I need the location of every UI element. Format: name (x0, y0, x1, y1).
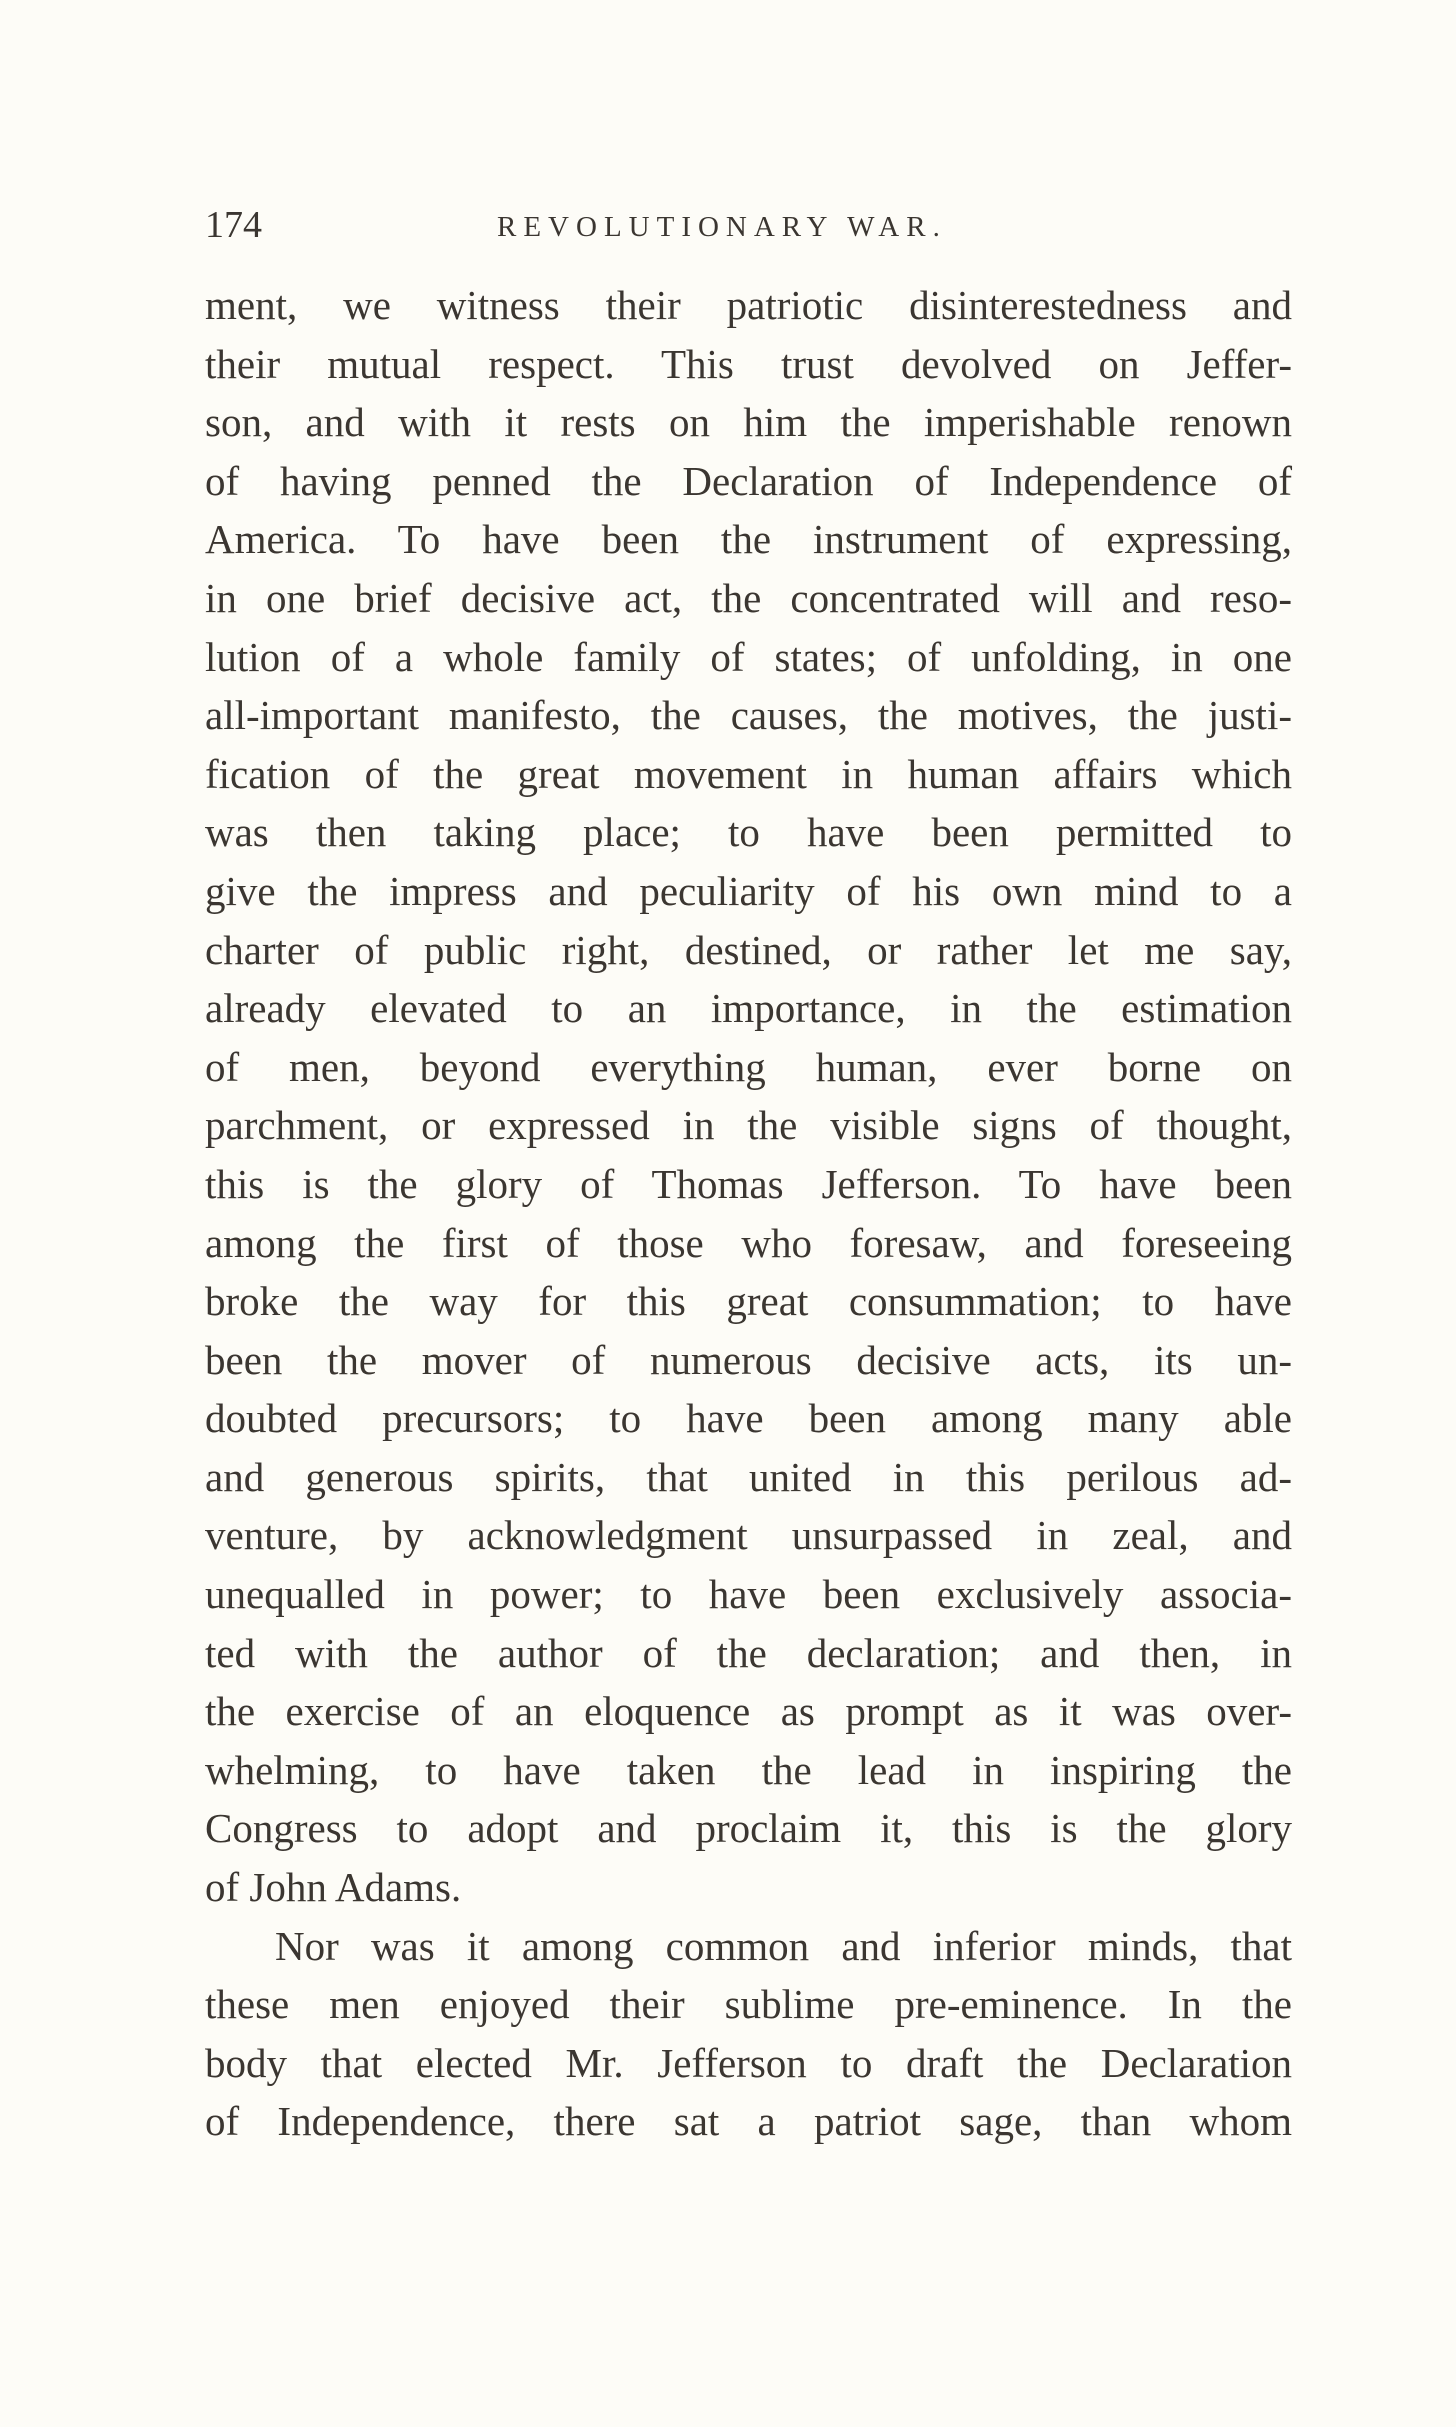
text-line: fication of the great movement in human affairs which (205, 750, 1292, 797)
running-title: REVOLUTIONARY WAR. (497, 211, 947, 243)
text-line: doubted precursors; to have been among many able (205, 1395, 1292, 1442)
text-line: unequalled in power; to have been exclusively associa- (205, 1571, 1292, 1618)
text-line: among the first of those who foresaw, and foreseeing (205, 1219, 1292, 1266)
text-line: of men, beyond everything human, ever borne on (205, 1043, 1292, 1090)
text-line: of Independence, there sat a patriot sage, than whom (205, 2098, 1292, 2145)
text-line: broke the way for this great consummation; to have (205, 1278, 1292, 1325)
paragraph (205, 1917, 1292, 2151)
text-line: lution of a whole family of states; of unfolding, in one (205, 633, 1292, 680)
text-line: whelming, to have taken the lead in inspiring the (205, 1746, 1292, 1793)
text-line: all-important manifesto, the causes, the motives, the justi- (205, 692, 1292, 739)
text-line: ment, we witness their patriotic disinterestedness and (205, 282, 1292, 328)
text-line: already elevated to an importance, in the estimation (205, 985, 1292, 1032)
text-line: of John Adams. (205, 1864, 462, 1911)
page-header (205, 200, 1292, 250)
text-line: the exercise of an eloquence as prompt as it was over- (205, 1688, 1292, 1735)
text-line: America. To have been the instrument of expressing, (205, 516, 1292, 563)
page-number: 174 (205, 204, 262, 246)
text-line: and generous spirits, that united in this perilous ad- (205, 1453, 1292, 1500)
text-line: Congress to adopt and proclaim it, this is the glory (205, 1805, 1292, 1852)
text-line: their mutual respect. This trust devolved on Jeffer- (205, 340, 1292, 387)
text-line: parchment, or expressed in the visible signs of thought, (205, 1102, 1292, 1149)
page-body (205, 276, 1292, 2151)
text-line: Nor was it among common and inferior minds, that (275, 1922, 1292, 1969)
text-line: been the mover of numerous decisive acts, its un- (205, 1336, 1292, 1383)
text-line: give the impress and peculiarity of his own mind to a (205, 867, 1292, 914)
text-line: of having penned the Declaration of Independence of (205, 457, 1292, 504)
paragraph (205, 276, 1292, 1917)
text-line: this is the glory of Thomas Jefferson. To have been (205, 1160, 1292, 1207)
text-line: charter of public right, destined, or rather let me say, (205, 926, 1292, 973)
text-line: venture, by acknowledgment unsurpassed in zeal, and (205, 1512, 1292, 1559)
text-line: son, and with it rests on him the imperishable renown (205, 399, 1292, 446)
text-line: in one brief decisive act, the concentrated will and reso- (205, 574, 1292, 621)
text-line: was then taking place; to have been permitted to (205, 809, 1292, 856)
text-line: ted with the author of the declaration; and then, in (205, 1629, 1292, 1676)
text-line: these men enjoyed their sublime pre-eminence. In the (205, 1981, 1292, 2028)
text-line: body that elected Mr. Jefferson to draft the Declaration (205, 2039, 1292, 2086)
